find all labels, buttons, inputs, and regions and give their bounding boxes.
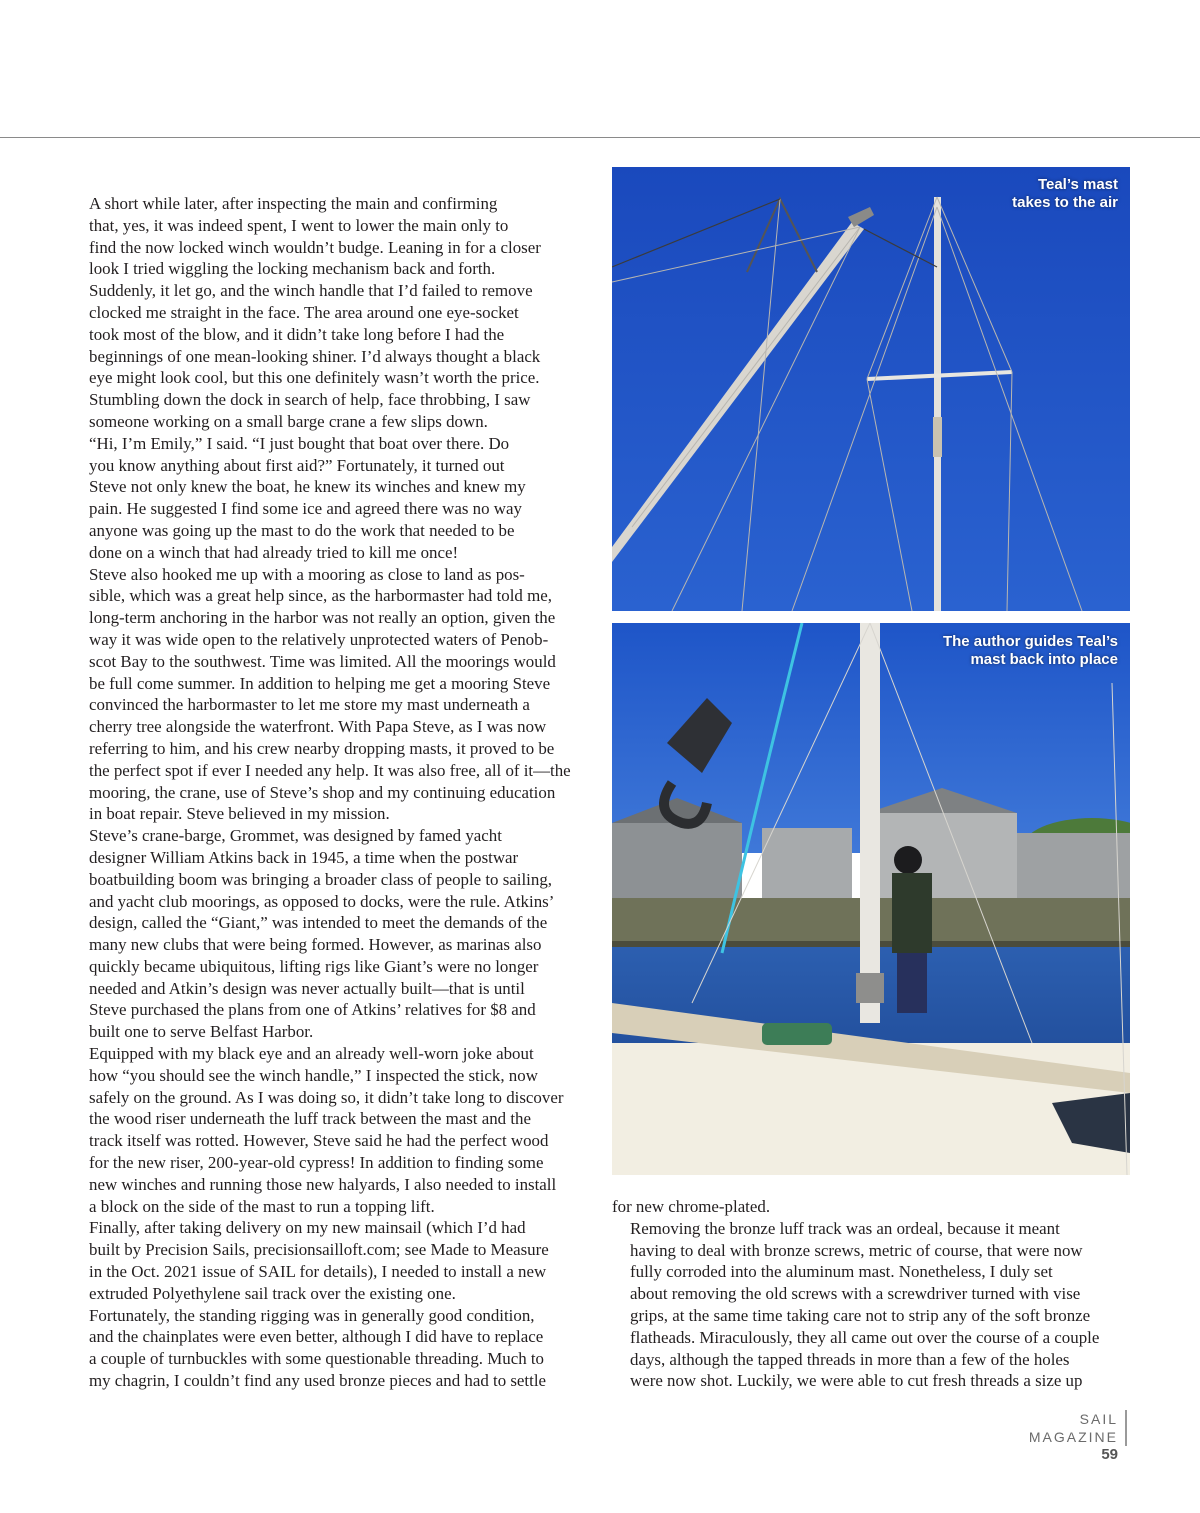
text-line: Removing the bronze luff track was an ordeal, because it meant [630,1218,1060,1238]
header-rule [0,137,1200,138]
text-line: and yacht club moorings, as opposed to docks, were the rule. Atkins’ [89,891,555,911]
photo-mast-in-air [612,167,1130,611]
page-footer [1000,1410,1118,1464]
paragraph [71,1305,591,1392]
page-number: 59 [1101,1446,1118,1463]
text-line: eye might look cool, but this one definitely wasn’t worth the price. [89,368,540,388]
text-line: grips, at the same time taking care not to strip any of the soft bronze [630,1305,1091,1325]
text-line: Steve also hooked me up with a mooring as close to land as pos- [89,564,525,584]
text-line: clocked me straight in the face. The area around one eye-socket [89,302,519,322]
text-line: the wood riser underneath the luff track between the mast and the [89,1109,531,1129]
paragraph [71,1043,591,1217]
text-line: about removing the old screws with a screwdriver turned with vise [630,1284,1081,1304]
text-line: built one to serve Belfast Harbor. [89,1022,314,1042]
text-line: for new chrome-plated. [612,1197,771,1216]
text-line: in boat repair. Steve believed in my mission. [89,804,390,824]
text-line: find the now locked winch wouldn’t budge. Leaning in for a closer [89,237,541,257]
text-line: built by Precision Sails, precisionsailloft.com; see Made to Measure [89,1240,549,1260]
text-line: Finally, after taking delivery on my new mainsail (which I’d had [89,1218,526,1238]
text-line: Suddenly, it let go, and the winch handle that I’d failed to remove [89,281,533,301]
text-line: done on a winch that had already tried to kill me once! [89,542,459,562]
text-line: were now shot. Luckily, we were able to cut fresh threads a size up [630,1371,1083,1391]
text-line: in the Oct. 2021 issue of SAIL for details), I needed to install a new [89,1262,547,1282]
text-line: Steve not only knew the boat, he knew its winches and knew my [89,477,526,497]
harbor-illustration [612,623,1130,1175]
paragraph [612,1218,1132,1392]
text-line: cherry tree alongside the waterfront. With Papa Steve, as I was now [89,717,547,737]
text-line: way it was wide open to the relatively unprotected waters of Penob- [89,629,549,649]
text-line: Steve’s crane-barge, Grommet, was designed by famed yacht [89,826,502,846]
text-line: long-term anchoring in the harbor was not really an option, given the [89,608,556,628]
text-line: track itself was rotted. However, Steve said he had the perfect wood [89,1131,549,1151]
text-line: days, although the tapped threads in more than a few of the holes [630,1349,1070,1369]
text-line: that, yes, it was indeed spent, I went to lower the main only to [89,215,509,235]
text-line: sible, which was a great help since, as the harbormaster had told me, [89,586,552,606]
text-line: the perfect spot if ever I needed any help. It was also free, all of it—the [89,760,571,780]
text-line: a couple of turnbuckles with some questionable threading. Much to [89,1349,544,1369]
magazine-name: SAIL MAGAZINE [1028,1411,1118,1445]
paragraph [612,1196,1132,1218]
text-line: boatbuilding boom was bringing a broader class of people to sailing, [89,869,552,889]
paragraph [71,433,591,564]
text-line: a block on the side of the mast to run a topping lift. [89,1196,435,1216]
text-line: look I tried wiggling the locking mechanism back and forth. [89,259,496,279]
text-line: quickly became ubiquitous, lifting rigs like Giant’s were no longer [89,956,539,976]
text-line: Stumbling down the dock in search of help, face throbbing, I saw [89,390,531,410]
text-line: referring to him, and his crew nearby dropping masts, it proved to be [89,738,555,758]
text-line: new winches and running those new halyards, I also needed to install [89,1174,557,1194]
text-line: and the chainplates were even better, although I did have to replace [89,1327,544,1347]
photo-mast-back-in-place [612,623,1130,1175]
paragraph [71,193,591,433]
paragraph [71,825,591,1043]
mast-sky-illustration [612,167,1130,611]
text-line: safely on the ground. As I was doing so, it didn’t take long to discover [89,1087,564,1107]
caption-line: mast back into place [970,651,1118,668]
paragraph [71,1217,591,1304]
text-line: for the new riser, 200-year-old cypress! In addition to finding some [89,1153,544,1173]
text-line: Steve purchased the plans from one of Atkins’ relatives for $8 and [89,1000,536,1020]
text-line: mooring, the crane, use of Steve’s shop and my continuing education [89,782,556,802]
text-line: extruded Polyethylene sail track over the existing one. [89,1283,456,1303]
caption-line: The author guides Teal’s [942,633,1118,650]
text-line: designer William Atkins back in 1945, a time when the postwar [89,847,519,867]
text-line: someone working on a small barge crane a few slips down. [89,411,488,431]
text-line: fully corroded into the aluminum mast. Nonetheless, I duly set [630,1262,1053,1282]
text-line: many new clubs that were being formed. However, as marinas also [89,935,542,955]
text-line: you know anything about first aid?” Fortunately, it turned out [89,455,505,475]
caption-line: takes to the air [1012,194,1118,211]
text-line: took most of the blow, and it didn’t take long before I had the [89,324,505,344]
caption-line: Teal’s mast [1037,176,1118,193]
text-line: how “you should see the winch handle,” I inspected the stick, now [89,1065,538,1085]
text-line: be full come summer. In addition to helping me get a mooring Steve [89,673,551,693]
photo-caption-top [1012,176,1118,212]
photo-caption-bottom [943,633,1118,669]
text-line: pain. He suggested I find some ice and agreed there was no way [89,499,522,519]
text-line: anyone was going up the mast to do the work that needed to be [89,520,515,540]
text-line: having to deal with bronze screws, metric of course, that were now [630,1240,1083,1260]
text-line: my chagrin, I couldn’t find any used bronze pieces and had to settle [89,1371,547,1391]
article-right-column [612,1196,1132,1392]
text-line: Equipped with my black eye and an already well-worn joke about [89,1044,534,1064]
text-line: convinced the harbormaster to let me store my mast underneath a [89,695,530,715]
text-line: scot Bay to the southwest. Time was limited. All the moorings would [89,651,556,671]
text-line: design, called the “Giant,” was intended to meet the demands of the [89,913,548,933]
text-line: A short while later, after inspecting the main and confirming [89,194,498,213]
footer-divider [1125,1410,1127,1446]
text-line: Fortunately, the standing rigging was in generally good condition, [89,1305,535,1325]
text-line: beginnings of one mean-looking shiner. I’d always thought a black [89,346,541,366]
text-line: needed and Atkin’s design was never actually built—that is until [89,978,525,998]
article-left-column [71,193,591,1392]
paragraph [71,564,591,826]
text-line: flatheads. Miraculously, they all came out over the course of a couple [630,1327,1100,1347]
text-line: “Hi, I’m Emily,” I said. “I just bought that boat over there. Do [89,433,510,453]
